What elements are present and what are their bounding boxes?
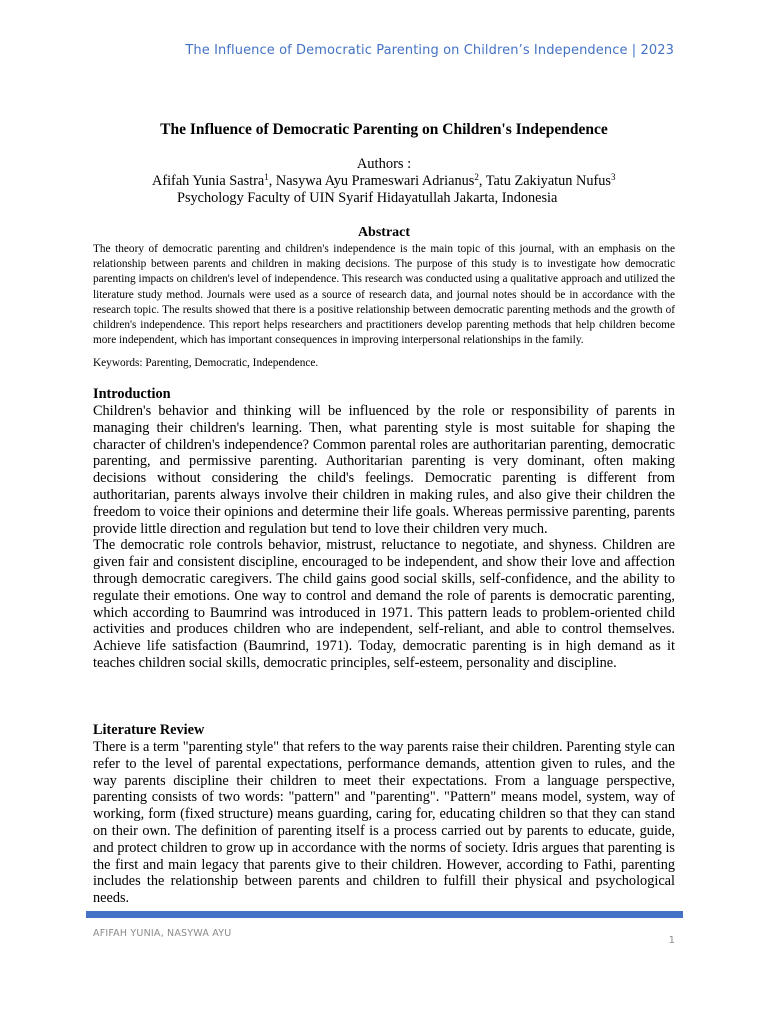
- author-affiliation-mark: 2: [474, 172, 479, 182]
- author-affiliation: Psychology Faculty of UIN Syarif Hidayatullah Jakarta, Indonesia: [177, 190, 558, 206]
- introduction-heading: Introduction: [93, 386, 171, 402]
- author-name: Tatu Zakiyatun Nufus: [485, 173, 611, 189]
- abstract-body: [93, 242, 675, 348]
- running-header: The Influence of Democratic Parenting on Children’s Independence | 2023: [185, 43, 674, 58]
- abstract-text: The theory of democratic parenting and children's independence is the main topic of this journal, with an emphasis on the relationship between parents and children in making decisions. The purpose of this study is to investigate how democratic parenting impacts on children's level of independence. This research was conducted using a qualitative approach and utilized the literature study method. Journals were used as a source of research data, and journal notes should be in accordance with the research topic. The results showed that there is a positive relationship between democratic parenting methods and the growth of children's independence. This report helps researchers and practitioners develop parenting methods that help children become more independent, which has important consequences in improving interpersonal relationships in the family.: [93, 243, 675, 347]
- literature-review-heading: Literature Review: [93, 722, 205, 738]
- page-number: 1: [668, 935, 675, 946]
- author-separator: ,: [478, 173, 486, 189]
- literature-review-paragraph-1: There is a term "parenting style" that refers to the way parents raise their children. Parenting style can refer to the level of parental expectations, performance demands, attention given to rules, and the way parents discipline their children to meet their expectations. From a language perspective, parenting consists of two words: "pattern" and "parenting". "Pattern" means model, system, way of working, form (fixed structure) means guarding, caring for, educating children so that they can stand on their own. The definition of parenting itself is a process carried out by parents to educate, guide, and protect children to grow up in accordance with the norms of society. Idris argues that parenting is the first and main legacy that parents give to their children. However, according to Fathi, parenting includes the relationship between parents and children to fulfill their physical and psychological needs.: [93, 739, 675, 907]
- footer-divider: [86, 911, 683, 918]
- authors-label: Authors :: [356, 156, 412, 172]
- keywords: Keywords: Parenting, Democratic, Independence.: [93, 357, 319, 369]
- author-affiliation-mark: 3: [610, 172, 616, 182]
- abstract-heading: Abstract: [357, 225, 411, 240]
- footer-authors: AFIFAH YUNIA, NASYWA AYU: [93, 928, 232, 939]
- author-list: [152, 173, 615, 190]
- author-affiliation-mark: 1: [264, 172, 269, 182]
- introduction-section: [93, 386, 675, 672]
- literature-review-section: [93, 722, 675, 907]
- author-name: Afifah Yunia Sastra: [152, 173, 265, 189]
- author-separator: ,: [268, 173, 276, 189]
- paper-title: The Influence of Democratic Parenting on Children's Independence: [160, 121, 608, 138]
- introduction-paragraph-1: Children's behavior and thinking will be influenced by the role or responsibility of parents in managing their children's learning. Then, what parenting style is most suitable for shaping the character of children's independence? Common parental roles are authoritarian parenting, democratic parenting, and permissive parenting. Authoritarian parenting is very dominant, often making decisions without considering the child's feelings. Democratic parenting is different from authoritarian, parents always involve their children in making rules, and also give their children the freedom to voice their opinions and determine their life goals. Whereas permissive parenting, parents provide little direction and regulation but tend to love their children very much.: [93, 403, 675, 537]
- author-name: Nasywa Ayu Prameswari Adrianus: [275, 173, 475, 189]
- introduction-paragraph-2: The democratic role controls behavior, mistrust, reluctance to negotiate, and shyness. Children are given fair and consistent discipline, encouraged to be independent, and show their love and affection through democratic caregivers. The child gains good social skills, self-confidence, and the ability to regulate their emotions. One way to control and demand the role of parents is democratic parenting, which according to Baumrind was introduced in 1971. This pattern leads to problem-oriented child activities and produces children who are independent, self-reliant, and able to control themselves. Achieve life satisfaction (Baumrind, 1971). Today, democratic parenting is in high demand as it teaches children social skills, democratic principles, self-esteem, personality and discipline.: [93, 537, 675, 671]
